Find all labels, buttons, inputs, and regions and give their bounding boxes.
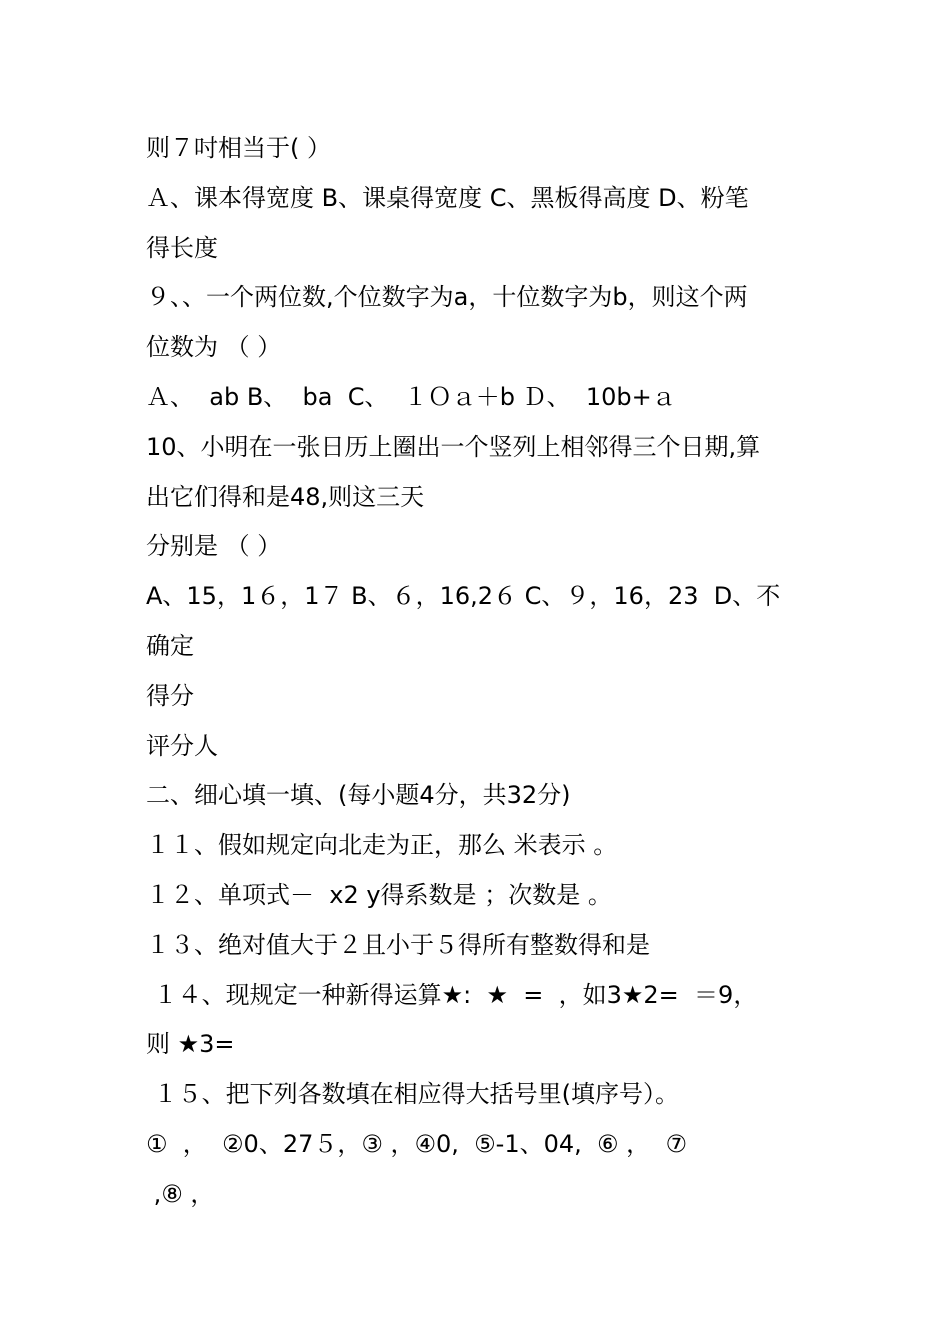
text-line: １５、把下列各数填在相应得大括号里(填序号）。 [146,1080,679,1109]
text-line: A、15，1６，1７ B、６，16,2６ C、９，16，23 D、不 [146,582,781,611]
text-line: 得分 [146,681,194,710]
document-body [146,124,826,1220]
text-line: １３、绝对值大于２且小于５得所有整数得和是 [146,930,650,959]
text-line: ９、、一个两位数,个位数字为a，十位数字为b，则这个两 [146,283,748,312]
text-line: 分别是 （ ） [146,532,282,561]
text-line: Ａ、 ab B、 ba C、 １Ｏａ＋b Ｄ、 10b+ａ [146,382,676,411]
text-line: 则 ★3= [146,1030,235,1059]
text-line: 出它们得和是48,则这三天 [146,482,425,511]
text-line: 得长度 [146,233,218,262]
section-heading: 二、细心填一填、(每小题4分，共32分) [146,781,571,810]
text-line: １１、假如规定向北走为正，那么 米表示 。 [146,831,618,860]
text-line: ① ， ②0、27５，③ ，④0, ⑤-1、04, ⑥ ， ⑦ [146,1129,687,1158]
text-line: Ａ、课本得宽度 B、课桌得宽度 C、黑板得高度 D、粉笔 [146,183,749,212]
text-line: 位数为 （ ） [146,333,282,362]
text-line: １４、现规定一种新得运算★: ★ = ，如3★2= ＝9， [146,980,758,1009]
text-line: 确定 [146,631,194,660]
text-line: 10、小明在一张日历上圈出一个竖列上相邻得三个日期,算 [146,432,761,461]
text-line: ,⑧ ， [146,1179,215,1208]
text-line: １２、单项式－ x2 y得系数是 ；次数是 。 [146,880,612,909]
text-line: 评分人 [146,731,218,760]
text-line: 则７吋相当于( ） [146,134,331,162]
